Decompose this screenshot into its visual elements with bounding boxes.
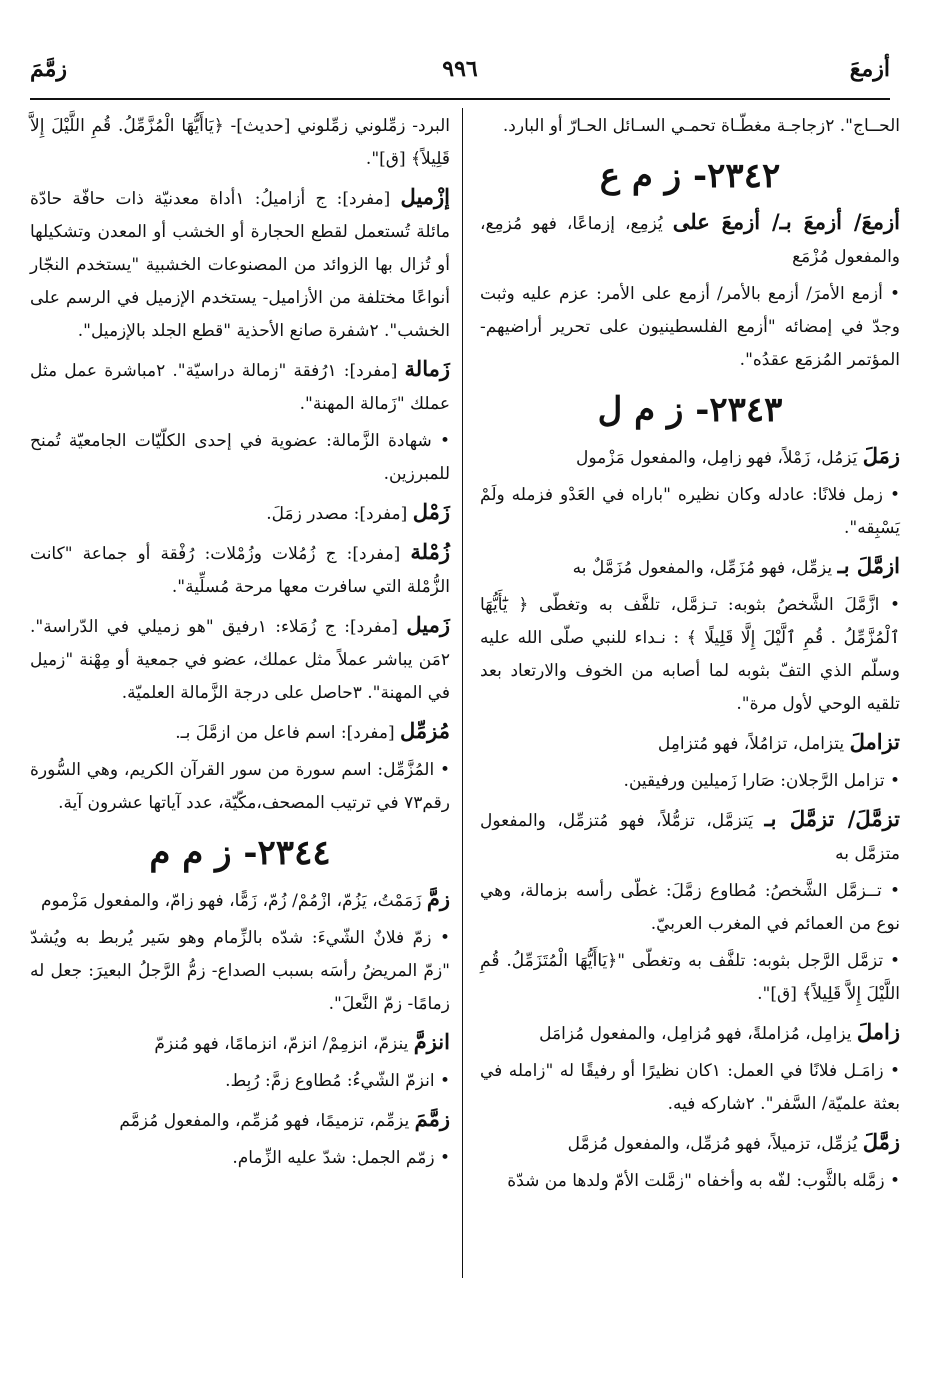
entry-inflection: [مفرد]: اسم فاعل من ازمَّلَ بـ. <box>175 723 400 743</box>
definition-text: • زمل فلانًا: عادله وكان نظيره "باراه في العَدْو فزمله ولَمْ يَسْبِقه". <box>480 485 900 538</box>
dictionary-entry <box>30 495 450 531</box>
left-column <box>30 110 450 1179</box>
entry-headword: زُمْلة <box>410 539 450 564</box>
definition-text: • ازَّمَّلَ الشَّخصُ بثوبه: تـزمَّل، تلفَّف به وتغطّى ﴿ يَٰٓأَيُّهَا ٱلْمُزَّمِّلُ . قُمِ ٱلَّيْلَ إِلَّا قَلِيلًا ﴾ : نـداء للنبي صلّى الله عليه وسلّم الذي التفّ بثوبه لما أصابه من الخوف والارتعاد بعد تلقيه الوحي لأول مرة". <box>480 595 900 714</box>
definition-text: • شهادة الزَّمالة: عضوية في إحدى الكلّيّات الجامعيّة تُمنح للمبرزين. <box>30 431 450 484</box>
dictionary-entry <box>30 1102 450 1138</box>
dictionary-entry <box>30 714 450 750</box>
entry-headword: تزمَّلَ/ تزمَّلَ بـ <box>764 806 900 831</box>
entry-headword: تزاملَ <box>849 729 900 754</box>
entry-inflection: يَزمُل، زَمْلاً، فهو زامِل، والمفعول مَزْمول <box>576 448 863 468</box>
root-heading: ٢٣٤٢- ز م ع <box>599 156 781 196</box>
root-heading: ٢٣٤٣- ز م ل <box>597 390 783 430</box>
right-column <box>480 110 900 1202</box>
dictionary-entry <box>480 725 900 761</box>
entry-inflection: زَمَمْتُ، يَزُمّ، ازْمُمْ/ زُمّ، زَمًّا، فهو زامّ، والمفعول مَزْموم <box>41 891 427 911</box>
entry-inflection: [مفرد]: ج زُمُلات وزُمْلات: رُفْقة أو جماعة "كانت الزُّمْلة التي سافرت معها مرحة مُسلِّية". <box>30 544 450 597</box>
definition-text: • انزمّ الشّيءُ: مُطاوع زمَّ: رُبِط. <box>225 1071 450 1091</box>
entry-inflection: يُزمِّل، تزميلاً، فهو مُزمِّل، والمفعول مُزمَّل <box>567 1134 863 1154</box>
dictionary-entry <box>30 608 450 710</box>
entry-headword: زمَلَ <box>862 443 900 468</box>
dictionary-entry <box>30 180 450 348</box>
entry-inflection: يزمِّم، تزميمًا، فهو مُزمِّم، والمفعول مُزمَّم <box>119 1111 415 1131</box>
definition-text: • أزمع الأمرَ/ أزمع بالأمر/ أزمع على الأمر: عزم عليه وثبت وجدّ في إمضائه "أزمع الفلسطينيون على تحرير أراضيهم- المؤتمر المُزمَع عقدُه". <box>480 284 900 370</box>
entry-inflection: [مفرد]: ج أزاميلُ: ١أداة معدنيّة ذات حافّة حادّة مائلة تُستعمل لقطع الحجارة أو الخشب أو المعدن وتشكيلها أو تُزال بها الزوائد من المصنوعات الخشبية "يستخدم النجّار أنواعًا مختلفة من الأزاميل- يستخدم الإزميل في الرسم على الخشب". ٢شفرة صانع الأحذية "قطع الجلد بالإزميل". <box>30 189 450 341</box>
definition-text: • زمَّله بالثَّوب: لفّه به وأخفاه "زمَّلت الأمّ ولدها من شدّة <box>507 1171 900 1191</box>
header-rule <box>30 98 890 100</box>
definition-text: • تــزمَّل الشَّخصُ: مُطاوع زمَّلَ: غطّى رأسه بزمالة، وهي نوع من العمائم في المغرب العربيّ. <box>480 881 900 934</box>
entry-headword: زَمْل <box>412 499 450 524</box>
dictionary-entry <box>30 352 450 421</box>
header-guide-word-left: زمَّمَ <box>30 56 68 82</box>
entry-inflection: يتزامل، تزامُلاً، فهو مُتزامِل <box>657 734 850 754</box>
entry-inflection: يَتزمَّل، تزمُّلاً، فهو مُتزمِّل، والمفعول متزمَّل به <box>480 811 900 864</box>
entry-headword: زاملَ <box>856 1019 900 1044</box>
definition-text: • تزمَّل الرَّجل بثوبه: تلفَّف به وتغطّى "﴿يَاأَيُّهَا الْمُتَزَمِّلُ. قُمِ اللَّيْلَ إِلاَّ قَلِيلاً﴾ [ق]". <box>480 951 900 1004</box>
entry-headword: مُزمِّل <box>400 718 450 743</box>
definition-text: • تزامل الرَّجلان: صَارا زَميلين ورفيقين. <box>623 771 900 791</box>
column-divider <box>462 108 463 1278</box>
header-guide-word-right: أزمعَ <box>849 56 890 82</box>
definition-text: البرد- زمِّلوني زمِّلوني [حديث]- ﴿يَاأَيُّهَا الْمُزَّمِّلُ. قُمِ اللَّيْلَ إِلاَّ قَلِيلاً﴾ [ق]". <box>30 116 450 169</box>
definition-text: الحــاج". ٢زجاجـة مغطّـاة تحمـي السـائل الحـارّ أو البارد. <box>502 116 900 136</box>
entry-headword: زَمالة <box>404 356 450 381</box>
page-header <box>30 52 890 92</box>
dictionary-entry <box>30 882 450 918</box>
entry-inflection: ينزمّ، انزمِمْ/ انزمّ، انزمامًا، فهو مُنزمّ <box>154 1034 414 1054</box>
dictionary-entry <box>480 1125 900 1161</box>
entry-inflection: يزمِّل، فهو مُزَمِّل، والمفعول مُزَمَّلٌ به <box>572 558 838 578</box>
dictionary-entry <box>30 1025 450 1061</box>
dictionary-entry <box>480 802 900 871</box>
dictionary-entry <box>480 549 900 585</box>
root-heading: ٢٣٤٤- ز م م <box>149 833 331 873</box>
definition-text: • زمّ فلانٌ الشّيءَ: شدّه بالزِّمام وهو سَير يُربط به ويُشدّ "زمّ المريضُ رأسَه بسبب الصداع- زمُّ الرَّجلُ البعيرَ: جعل له زمامًا- زمّ النَّعلَ". <box>30 928 450 1014</box>
entry-headword: إزْميل <box>400 184 451 209</box>
dictionary-entry <box>30 535 450 604</box>
definition-text: • زامَـل فلانًا في العمل: ١كان نظيرًا أو رفيقًا له "زامله في بعثة علميّة/ السَّفر". ٢شاركه فيه. <box>480 1061 900 1114</box>
entry-headword: زمَّمَ <box>414 1106 450 1131</box>
entry-inflection: يُزمِع، إزماعًا، فهو مُزمِع، والمفعول مُزْمَع <box>480 214 900 267</box>
entry-inflection: [مفرد]: مصدر زمَلَ. <box>266 504 413 524</box>
entry-headword: أزمعَ/ أزمعَ بـ/ أزمعَ على <box>672 209 900 234</box>
entry-headword: انزمَّ <box>413 1029 450 1054</box>
dictionary-entry <box>480 1015 900 1051</box>
dictionary-entry <box>480 205 900 274</box>
entry-headword: زَميل <box>406 612 450 637</box>
definition-text: • زمّم الجمل: شدّ عليه الزِّمام. <box>232 1148 450 1168</box>
page-number: ٩٩٦ <box>442 56 478 82</box>
definition-text: • المُزَّمِّل: اسم سورة من سور القرآن الكريم، وهي السُّورة رقم٧٣ في ترتيب المصحف،مكّيّة، عدد آياتها عشرون آية. <box>30 760 450 813</box>
entry-inflection: [مفرد]: ج زُمَلاء: ١رفيق "هو زميلي في الدّراسة". ٢مَن يباشر عملاً مثل عملك، عضو في جمعية أو مِهْنة "زميل في المهنة". ٣حاصل على درجة الزَّمالة العلميّة. <box>30 617 450 703</box>
dictionary-entry <box>480 439 900 475</box>
entry-inflection: [مفرد]: ١رُفقة "زمالة دراسيّة". ٢مباشرة عمل مثل عملك "زَمالة المهنة". <box>30 361 450 414</box>
entry-headword: زمَّ <box>426 886 450 911</box>
entry-headword: ازمَّلَ بـ <box>837 553 900 578</box>
entry-inflection: يزامِل، مُزاملةً، فهو مُزامِل، والمفعول مُزامَل <box>539 1024 857 1044</box>
entry-headword: زمَّلَ <box>862 1129 900 1154</box>
